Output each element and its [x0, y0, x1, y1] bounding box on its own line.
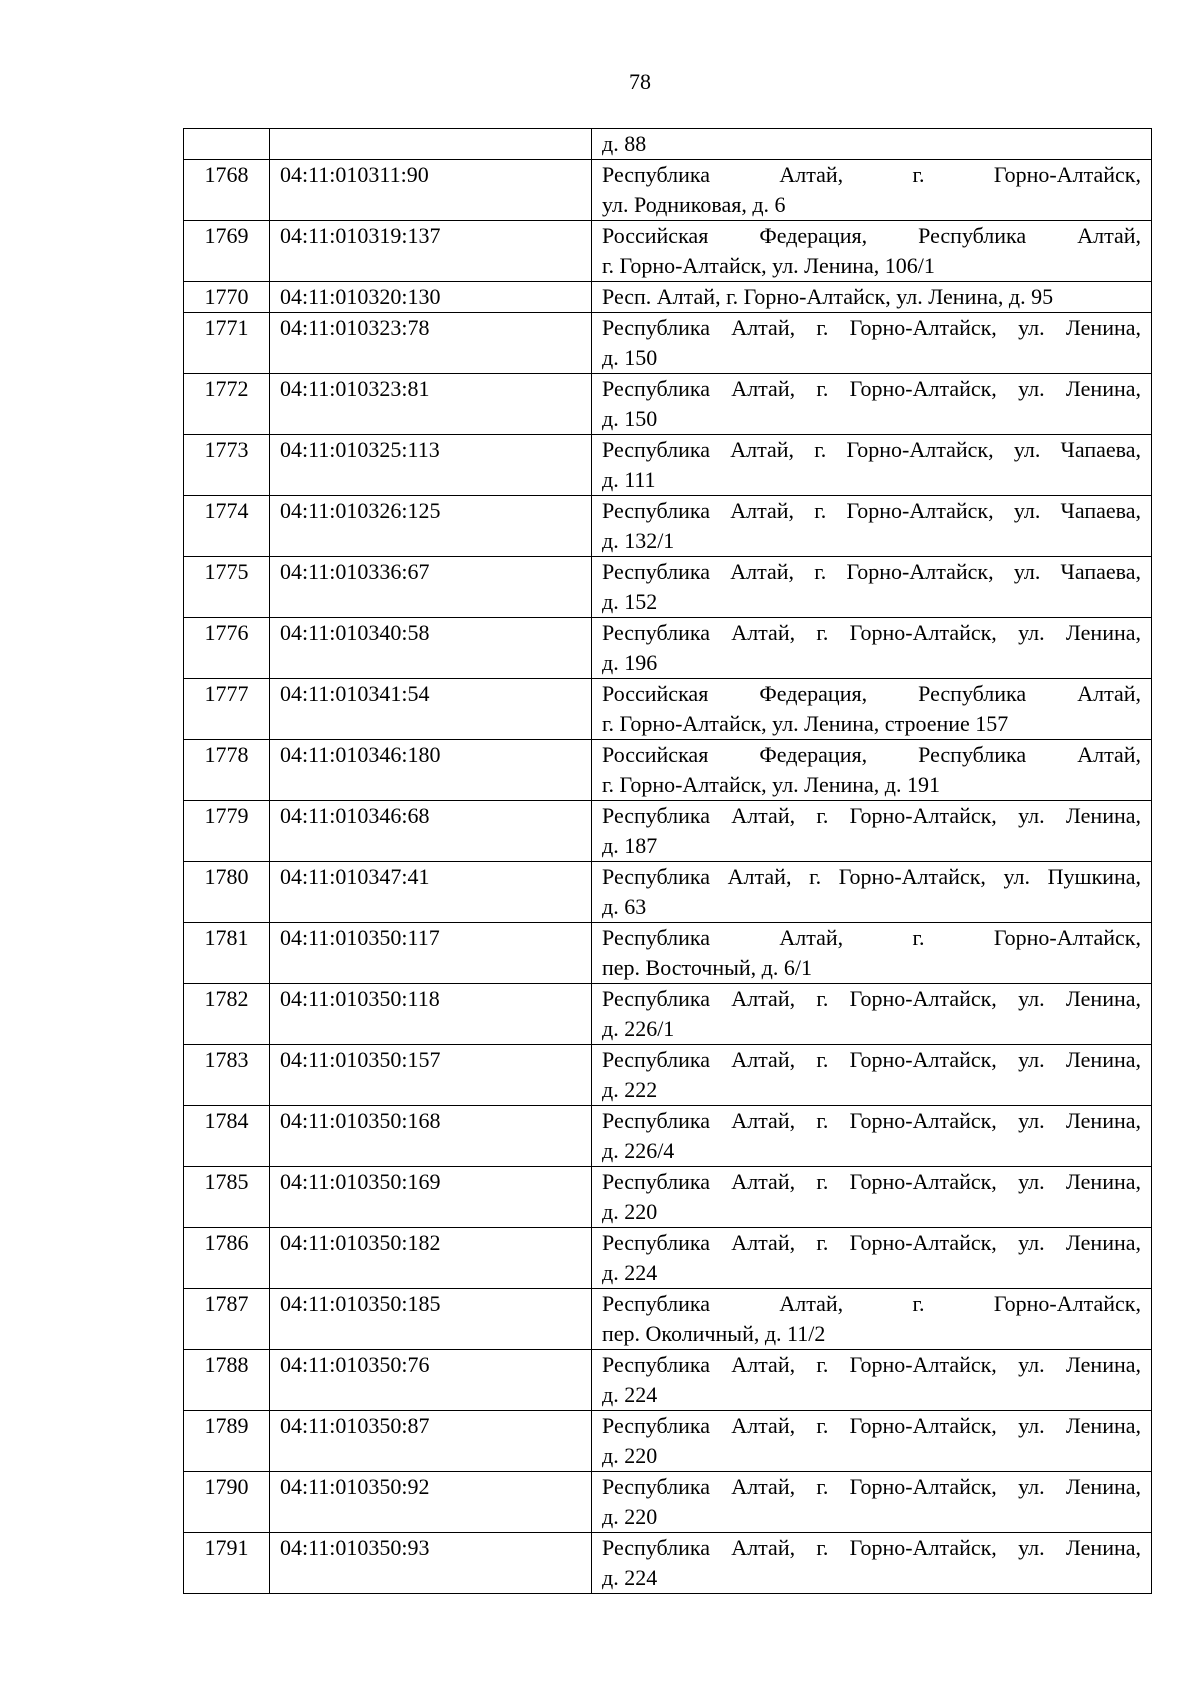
address-line-2: ул. Родниковая, д. 6 — [602, 192, 786, 217]
address-line-1: Республика Алтай, г. Горно-Алтайск, ул. Пушкина, — [602, 864, 1141, 889]
cadastral-number-cell: 04:11:010336:67 — [270, 557, 592, 618]
address-line-1: Респ. Алтай, г. Горно-Алтайск, ул. Ленина, д. 95 — [602, 284, 1054, 309]
address-cell — [592, 1106, 1152, 1167]
table-row — [184, 679, 1152, 740]
address-line-2: д. 220 — [602, 1443, 658, 1468]
table-row — [184, 1289, 1152, 1350]
cadastral-number-cell: 04:11:010350:185 — [270, 1289, 592, 1350]
address-line-2: д. 226/4 — [602, 1138, 675, 1163]
address-line-1: Республика Алтай, г. Горно-Алтайск, ул. Чапаева, — [602, 559, 1141, 584]
table-row — [184, 1533, 1152, 1594]
address-line-1: Российская Федерация, Республика Алтай, — [602, 742, 1141, 767]
address-cell — [592, 221, 1152, 282]
cadastral-number-cell: 04:11:010346:68 — [270, 801, 592, 862]
row-number-cell: 1774 — [184, 496, 270, 557]
address-cell — [592, 679, 1152, 740]
address-cell — [592, 282, 1152, 313]
address-line-2: г. Горно-Алтайск, ул. Ленина, д. 191 — [602, 772, 940, 797]
address-cell — [592, 1472, 1152, 1533]
address-line-2: г. Горно-Алтайск, ул. Ленина, строение 157 — [602, 711, 1009, 736]
row-number-cell: 1786 — [184, 1228, 270, 1289]
address-line-1: Республика Алтай, г. Горно-Алтайск, ул. Ленина, — [602, 1108, 1141, 1133]
cadastral-number-cell: 04:11:010319:137 — [270, 221, 592, 282]
cadastral-number-cell: 04:11:010350:117 — [270, 923, 592, 984]
table-row — [184, 435, 1152, 496]
cadastral-number-cell: 04:11:010325:113 — [270, 435, 592, 496]
address-cell — [592, 1533, 1152, 1594]
address-line-1: Республика Алтай, г. Горно-Алтайск, — [602, 925, 1141, 950]
row-number-cell: 1789 — [184, 1411, 270, 1472]
cadastral-number-cell — [270, 129, 592, 160]
address-line-2: д. 222 — [602, 1077, 658, 1102]
cadastral-number-cell: 04:11:010350:92 — [270, 1472, 592, 1533]
address-cell — [592, 740, 1152, 801]
address-line-2: д. 220 — [602, 1504, 658, 1529]
address-line-2: г. Горно-Алтайск, ул. Ленина, 106/1 — [602, 253, 935, 278]
row-number-cell — [184, 129, 270, 160]
address-line-1: Республика Алтай, г. Горно-Алтайск, ул. Ленина, — [602, 1047, 1141, 1072]
address-line-1: Республика Алтай, г. Горно-Алтайск, ул. Ленина, — [602, 803, 1141, 828]
address-line-2: д. 150 — [602, 345, 658, 370]
address-line-2: д. 63 — [602, 894, 647, 919]
address-line-1: Республика Алтай, г. Горно-Алтайск, ул. Чапаева, — [602, 437, 1141, 462]
row-number-cell: 1790 — [184, 1472, 270, 1533]
address-line-1: Республика Алтай, г. Горно-Алтайск, ул. Ленина, — [602, 315, 1141, 340]
table-row — [184, 740, 1152, 801]
row-number-cell: 1768 — [184, 160, 270, 221]
address-line-1: Республика Алтай, г. Горно-Алтайск, ул. Ленина, — [602, 1474, 1141, 1499]
address-line-1: Республика Алтай, г. Горно-Алтайск, ул. Чапаева, — [602, 498, 1141, 523]
address-line-1: Российская Федерация, Республика Алтай, — [602, 681, 1141, 706]
address-cell — [592, 129, 1152, 160]
registry-table-body — [184, 129, 1152, 1594]
cadastral-number-cell: 04:11:010350:87 — [270, 1411, 592, 1472]
row-number-cell: 1778 — [184, 740, 270, 801]
row-number-cell: 1781 — [184, 923, 270, 984]
row-number-cell: 1788 — [184, 1350, 270, 1411]
address-cell — [592, 1167, 1152, 1228]
row-number-cell: 1773 — [184, 435, 270, 496]
cadastral-number-cell: 04:11:010323:81 — [270, 374, 592, 435]
cadastral-number-cell: 04:11:010320:130 — [270, 282, 592, 313]
row-number-cell: 1780 — [184, 862, 270, 923]
cadastral-number-cell: 04:11:010326:125 — [270, 496, 592, 557]
row-number-cell: 1771 — [184, 313, 270, 374]
address-cell — [592, 557, 1152, 618]
cadastral-number-cell: 04:11:010311:90 — [270, 160, 592, 221]
address-cell — [592, 1289, 1152, 1350]
address-cell — [592, 801, 1152, 862]
table-row — [184, 374, 1152, 435]
address-cell — [592, 496, 1152, 557]
cadastral-number-cell: 04:11:010350:157 — [270, 1045, 592, 1106]
registry-table — [183, 128, 1152, 1594]
row-number-cell: 1776 — [184, 618, 270, 679]
address-line-1: Российская Федерация, Республика Алтай, — [602, 223, 1141, 248]
table-row — [184, 160, 1152, 221]
address-line-1: Республика Алтай, г. Горно-Алтайск, ул. Ленина, — [602, 1230, 1141, 1255]
address-line-1: Республика Алтай, г. Горно-Алтайск, ул. Ленина, — [602, 620, 1141, 645]
address-cell — [592, 374, 1152, 435]
table-row — [184, 984, 1152, 1045]
row-number-cell: 1769 — [184, 221, 270, 282]
table-row — [184, 1472, 1152, 1533]
table-row — [184, 496, 1152, 557]
table-row — [184, 129, 1152, 160]
table-row — [184, 1167, 1152, 1228]
row-number-cell: 1775 — [184, 557, 270, 618]
row-number-cell: 1782 — [184, 984, 270, 1045]
cadastral-number-cell: 04:11:010350:169 — [270, 1167, 592, 1228]
row-number-cell: 1787 — [184, 1289, 270, 1350]
address-cell — [592, 984, 1152, 1045]
row-number-cell: 1785 — [184, 1167, 270, 1228]
address-line-1: Республика Алтай, г. Горно-Алтайск, — [602, 162, 1141, 187]
table-row — [184, 557, 1152, 618]
row-number-cell: 1772 — [184, 374, 270, 435]
table-row — [184, 313, 1152, 374]
cadastral-number-cell: 04:11:010346:180 — [270, 740, 592, 801]
table-row — [184, 1350, 1152, 1411]
row-number-cell: 1783 — [184, 1045, 270, 1106]
address-cell — [592, 923, 1152, 984]
address-line-1: Республика Алтай, г. Горно-Алтайск, — [602, 1291, 1141, 1316]
address-line-2: д. 224 — [602, 1382, 658, 1407]
address-cell — [592, 1411, 1152, 1472]
cadastral-number-cell: 04:11:010340:58 — [270, 618, 592, 679]
address-line-1: Республика Алтай, г. Горно-Алтайск, ул. Ленина, — [602, 986, 1141, 1011]
address-line-1: Республика Алтай, г. Горно-Алтайск, ул. Ленина, — [602, 1352, 1141, 1377]
table-row — [184, 862, 1152, 923]
address-cell — [592, 1350, 1152, 1411]
address-line-2: д. 226/1 — [602, 1016, 675, 1041]
cadastral-number-cell: 04:11:010347:41 — [270, 862, 592, 923]
table-row — [184, 1228, 1152, 1289]
table-row — [184, 1106, 1152, 1167]
address-cell — [592, 618, 1152, 679]
row-number-cell: 1779 — [184, 801, 270, 862]
address-cell — [592, 313, 1152, 374]
address-line-2: д. 220 — [602, 1199, 658, 1224]
cadastral-number-cell: 04:11:010341:54 — [270, 679, 592, 740]
address-cell — [592, 435, 1152, 496]
row-number-cell: 1791 — [184, 1533, 270, 1594]
address-line-2: д. 132/1 — [602, 528, 675, 553]
address-cell — [592, 160, 1152, 221]
table-row — [184, 1411, 1152, 1472]
address-line-2: д. 224 — [602, 1565, 658, 1590]
table-row — [184, 618, 1152, 679]
row-number-cell: 1777 — [184, 679, 270, 740]
address-line-1: Республика Алтай, г. Горно-Алтайск, ул. Ленина, — [602, 1413, 1141, 1438]
address-line-1: Республика Алтай, г. Горно-Алтайск, ул. Ленина, — [602, 376, 1141, 401]
address-line-2: пер. Околичный, д. 11/2 — [602, 1321, 826, 1346]
cadastral-number-cell: 04:11:010350:76 — [270, 1350, 592, 1411]
table-row — [184, 923, 1152, 984]
row-number-cell: 1784 — [184, 1106, 270, 1167]
address-line-2: д. 152 — [602, 589, 658, 614]
table-row — [184, 801, 1152, 862]
address-cell — [592, 1045, 1152, 1106]
cadastral-number-cell: 04:11:010350:93 — [270, 1533, 592, 1594]
address-cell — [592, 862, 1152, 923]
address-line-2: пер. Восточный, д. 6/1 — [602, 955, 812, 980]
table-row — [184, 1045, 1152, 1106]
address-line-1: Республика Алтай, г. Горно-Алтайск, ул. Ленина, — [602, 1535, 1141, 1560]
cadastral-number-cell: 04:11:010350:182 — [270, 1228, 592, 1289]
address-line-2: д. 111 — [602, 467, 656, 492]
address-cell — [592, 1228, 1152, 1289]
address-line-2: д. 196 — [602, 650, 658, 675]
cadastral-number-cell: 04:11:010323:78 — [270, 313, 592, 374]
cadastral-number-cell: 04:11:010350:168 — [270, 1106, 592, 1167]
address-line-2: д. 150 — [602, 406, 658, 431]
row-number-cell: 1770 — [184, 282, 270, 313]
cadastral-number-cell: 04:11:010350:118 — [270, 984, 592, 1045]
address-line-2: д. 187 — [602, 833, 658, 858]
address-line-1: д. 88 — [602, 131, 647, 156]
address-line-1: Республика Алтай, г. Горно-Алтайск, ул. Ленина, — [602, 1169, 1141, 1194]
page-number: 78 — [629, 69, 651, 94]
address-line-2: д. 224 — [602, 1260, 658, 1285]
table-row — [184, 282, 1152, 313]
table-row — [184, 221, 1152, 282]
